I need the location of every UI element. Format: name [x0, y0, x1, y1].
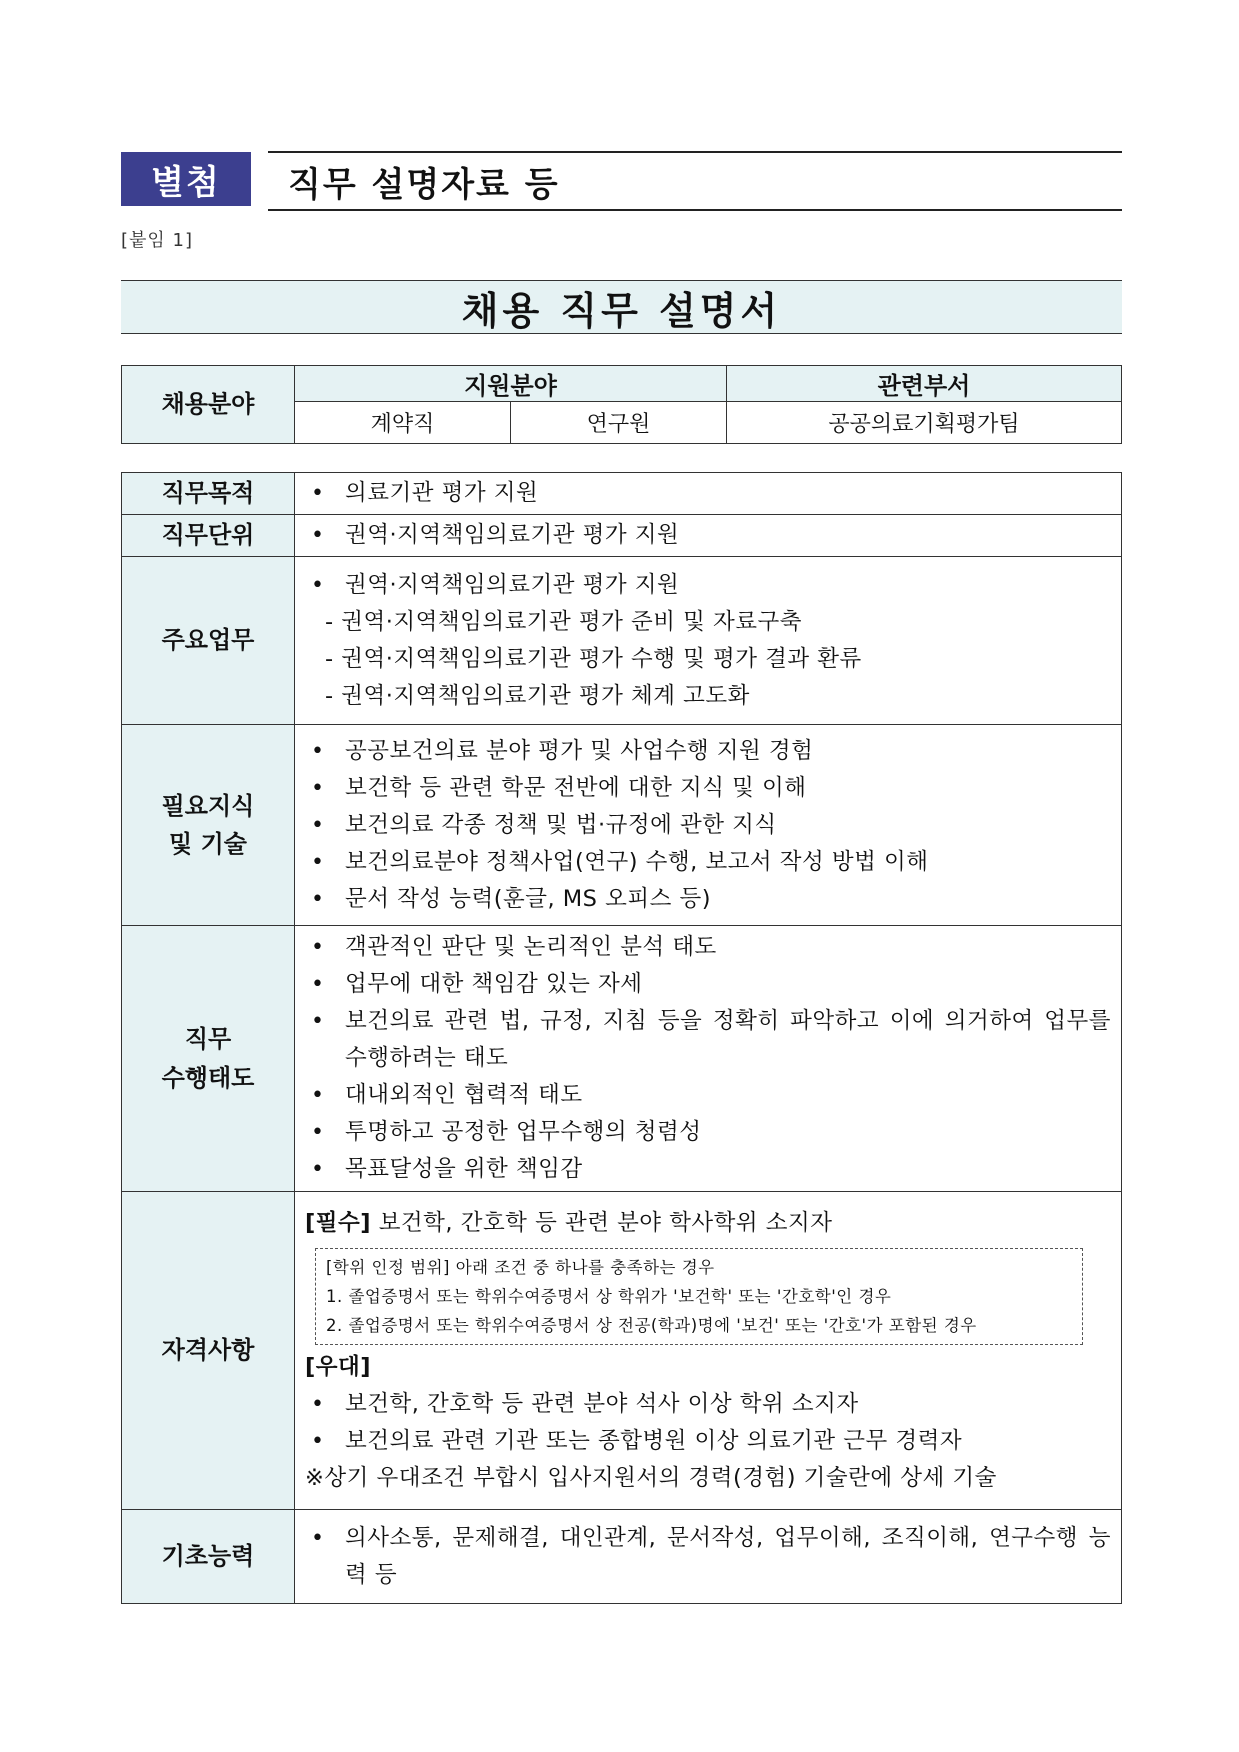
- attitude-label: [122, 926, 295, 1192]
- recruitment-field-label: 채용분야: [122, 366, 295, 444]
- sub-item: - 권역·지역책임의료기관 평가 체계 고도화: [325, 682, 750, 709]
- purpose-label: 직무목적: [122, 473, 295, 515]
- appendix-badge: 별첨: [121, 152, 251, 206]
- appendix-title: 직무 설명자료 등: [288, 164, 560, 205]
- main-duties-cell: [295, 557, 1122, 725]
- document-title: 채용 직무 설명서: [121, 280, 1122, 334]
- required-text: 보건학, 간호학 등 관련 분야 학사학위 소지자: [371, 1209, 833, 1236]
- knowledge-label-line1: 필요지식: [161, 791, 255, 820]
- list-item: • 공공보건의료 분야 평가 및 사업수행 지원 경험: [305, 733, 1111, 770]
- list-item: • 의사소통, 문제해결, 대인관계, 문서작성, 업무이해, 조직이해, 연구수행 능력 등: [305, 1520, 1111, 1594]
- list-item: • 의료기관 평가 지원: [305, 475, 1111, 512]
- required-line: [305, 1205, 1111, 1242]
- unit-label: 직무단위: [122, 515, 295, 557]
- box-line: [학위 인정 범위] 아래 조건 중 하나를 충족하는 경우: [326, 1257, 715, 1277]
- contract-type: 계약직: [295, 402, 511, 444]
- preferred-tag: [우대]: [305, 1353, 372, 1380]
- list-item: • 보건학 등 관련 학문 전반에 대한 지식 및 이해: [305, 770, 1111, 807]
- attitude-label-line1: 직무: [184, 1025, 232, 1054]
- basic-ability-label: 기초능력: [122, 1510, 295, 1604]
- list-item: • 문서 작성 능력(훈글, MS 오피스 등): [305, 881, 1111, 918]
- attachment-label: [붙임 1]: [121, 230, 193, 251]
- list-item: • 투명하고 공정한 업무수행의 청렴성: [305, 1114, 1111, 1151]
- basic-ability-cell: [295, 1510, 1122, 1604]
- qualifications-cell: [295, 1192, 1122, 1510]
- knowledge-cell: [295, 725, 1122, 926]
- main-duties-label: 주요업무: [122, 557, 295, 725]
- support-field-header: 지원분야: [295, 366, 727, 402]
- required-tag: [필수]: [305, 1209, 372, 1236]
- attitude-label-line2: 수행태도: [161, 1063, 255, 1092]
- list-item: • 보건의료 관련 기관 또는 종합병원 이상 의료기관 근무 경력자: [305, 1423, 1111, 1460]
- list-item: • 보건의료 각종 정책 및 법·규정에 관한 지식: [305, 807, 1111, 844]
- appendix-header: [121, 151, 1122, 209]
- box-line: 1. 졸업증명서 또는 학위수여증명서 상 학위가 '보건학' 또는 '간호학'인 경우: [326, 1286, 892, 1306]
- recruitment-table: [121, 365, 1122, 444]
- list-item: • 업무에 대한 책임감 있는 자세: [305, 966, 1111, 1003]
- position: 연구원: [511, 402, 727, 444]
- degree-scope-box: [315, 1248, 1083, 1345]
- purpose-cell: [295, 473, 1122, 515]
- list-item: • 객관적인 판단 및 논리적인 분석 태도: [305, 929, 1111, 966]
- list-item: • 권역·지역책임의료기관 평가 지원: [305, 567, 1111, 604]
- qualifications-label: 자격사항: [122, 1192, 295, 1510]
- appendix-title-bar: [268, 151, 1122, 211]
- knowledge-label-line2: 및 기술: [169, 830, 247, 858]
- sub-item: - 권역·지역책임의료기관 평가 수행 및 평가 결과 환류: [325, 645, 862, 672]
- list-item: • 권역·지역책임의료기관 평가 지원: [305, 517, 1111, 554]
- box-line: 2. 졸업증명서 또는 학위수여증명서 상 전공(학과)명에 '보건' 또는 '간호'가 포함된 경우: [326, 1315, 977, 1335]
- list-item: • 목표달성을 위한 책임감: [305, 1151, 1111, 1188]
- sub-item: - 권역·지역책임의료기관 평가 준비 및 자료구축: [325, 608, 802, 635]
- preferred-note: ※상기 우대조건 부합시 입사지원서의 경력(경험) 기술란에 상세 기술: [305, 1464, 997, 1491]
- list-item: • 보건의료 관련 법, 규정, 지침 등을 정확히 파악하고 이에 의거하여 업무를 수행하려는 태도: [305, 1003, 1111, 1077]
- list-item: • 보건의료분야 정책사업(연구) 수행, 보고서 작성 방법 이해: [305, 844, 1111, 881]
- unit-cell: [295, 515, 1122, 557]
- department: 공공의료기획평가팀: [727, 402, 1122, 444]
- knowledge-label: [122, 725, 295, 926]
- department-header: 관련부서: [727, 366, 1122, 402]
- list-item: • 대내외적인 협력적 태도: [305, 1077, 1111, 1114]
- job-description-table: [121, 472, 1122, 1604]
- list-item: • 보건학, 간호학 등 관련 분야 석사 이상 학위 소지자: [305, 1386, 1111, 1423]
- attitude-cell: [295, 926, 1122, 1192]
